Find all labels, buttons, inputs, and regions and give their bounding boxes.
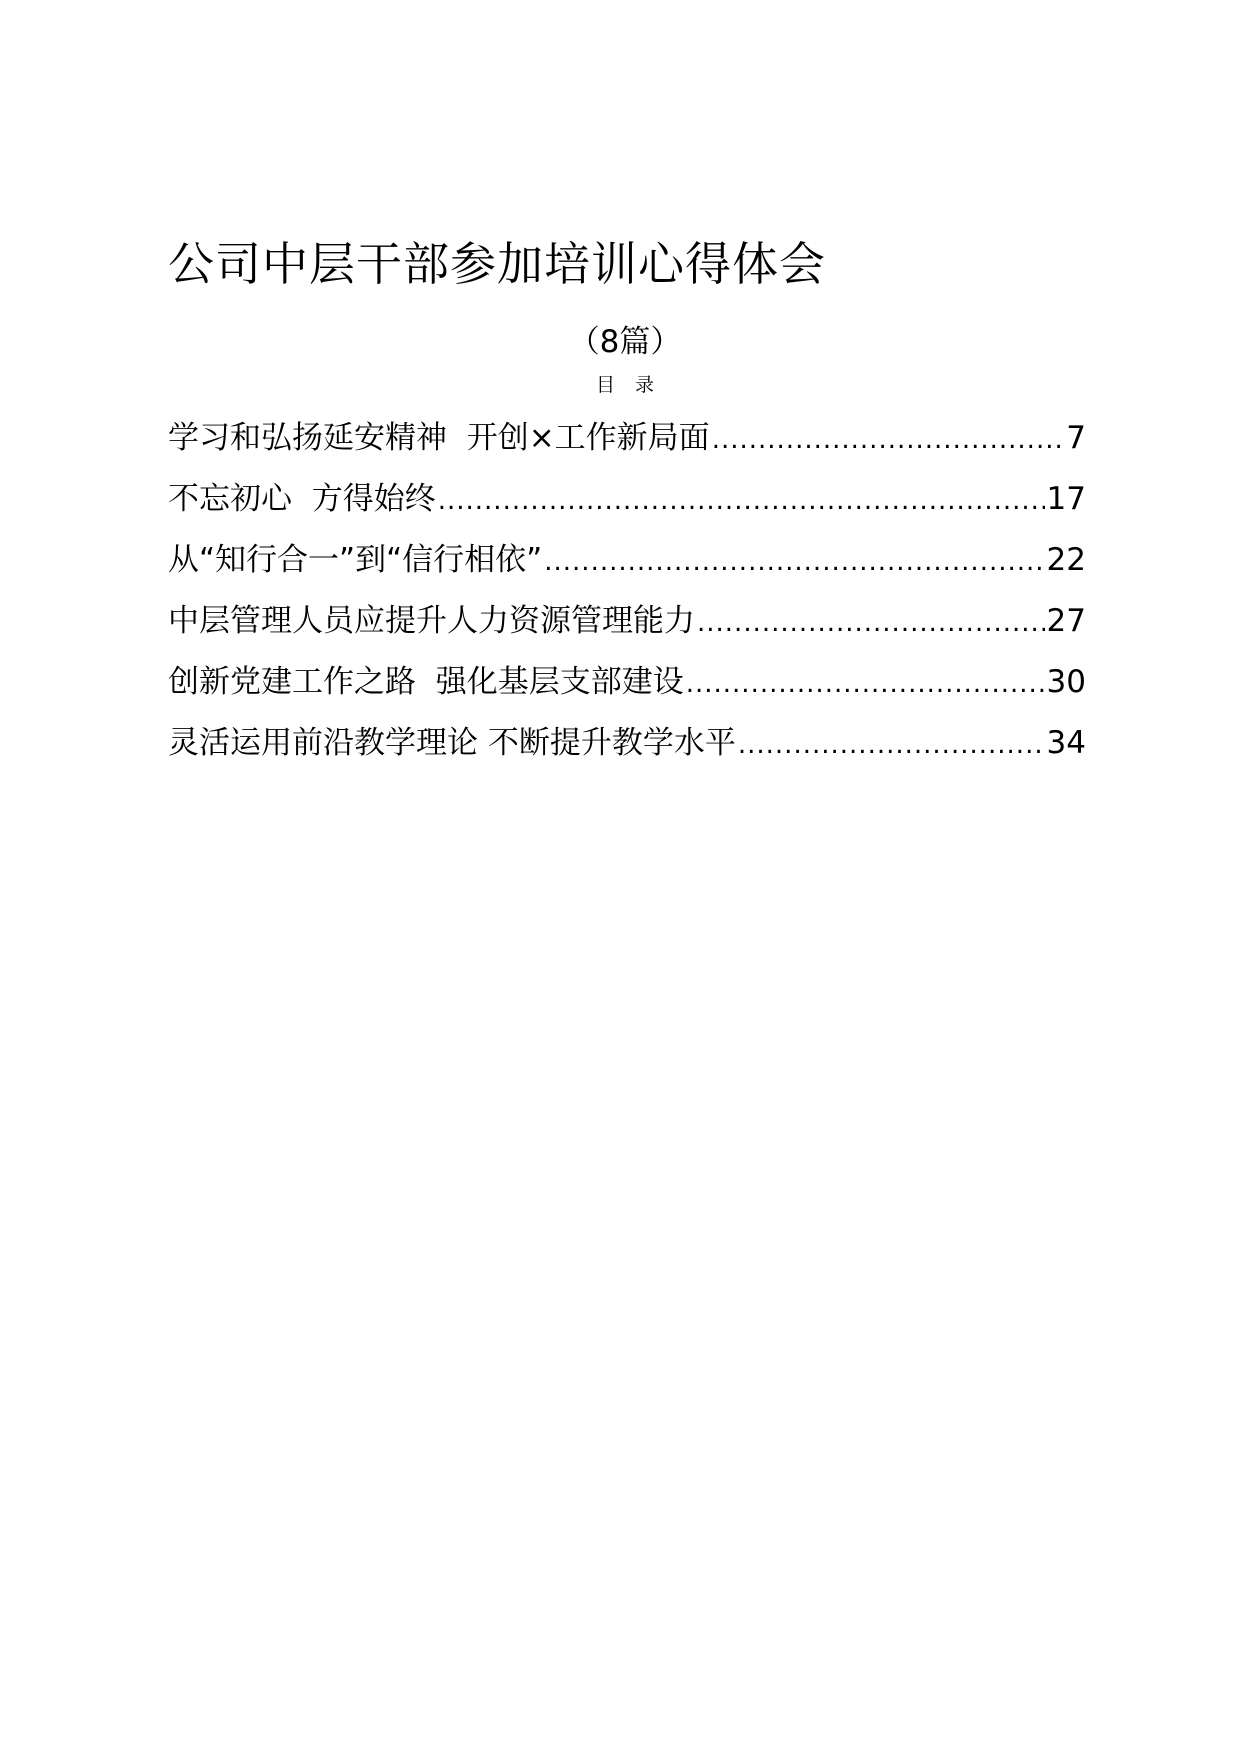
toc-page-number: 34 — [1046, 725, 1086, 761]
toc-dot-leader — [438, 471, 1045, 532]
toc-entry[interactable] — [168, 713, 1086, 774]
toc-dot-leader — [686, 654, 1045, 715]
toc-dot-leader — [738, 715, 1045, 776]
document-title: 公司中层干部参加培训心得体会 — [168, 237, 826, 291]
toc-dot-leader — [712, 410, 1065, 471]
document-subtitle: （8篇） — [568, 324, 682, 360]
toc-dot-leader — [697, 593, 1045, 654]
toc-page-number: 17 — [1046, 481, 1086, 517]
toc-entry-title: 学习和弘扬延安精神 开创×工作新局面 — [168, 420, 710, 456]
toc-page-number: 22 — [1046, 542, 1086, 578]
toc-heading: 目录 — [595, 374, 674, 396]
toc-entry-title: 从“知行合一”到“信行相依” — [168, 542, 543, 578]
toc-entry[interactable] — [168, 530, 1086, 591]
toc-page-number: 27 — [1046, 603, 1086, 639]
toc-entry-title: 不忘初心 方得始终 — [168, 481, 436, 517]
toc-entry[interactable] — [168, 652, 1086, 713]
toc-page-number: 30 — [1046, 664, 1086, 700]
toc-entry[interactable] — [168, 591, 1086, 652]
toc-dot-leader — [544, 532, 1044, 593]
table-of-contents — [168, 408, 1086, 774]
toc-entry-title: 中层管理人员应提升人力资源管理能力 — [168, 603, 695, 639]
toc-page-number: 7 — [1066, 420, 1086, 456]
toc-entry-title: 灵活运用前沿教学理论 不断提升教学水平 — [168, 725, 736, 761]
toc-entry[interactable] — [168, 408, 1086, 469]
toc-entry[interactable] — [168, 469, 1086, 530]
toc-entry-title: 创新党建工作之路 强化基层支部建设 — [168, 664, 684, 700]
